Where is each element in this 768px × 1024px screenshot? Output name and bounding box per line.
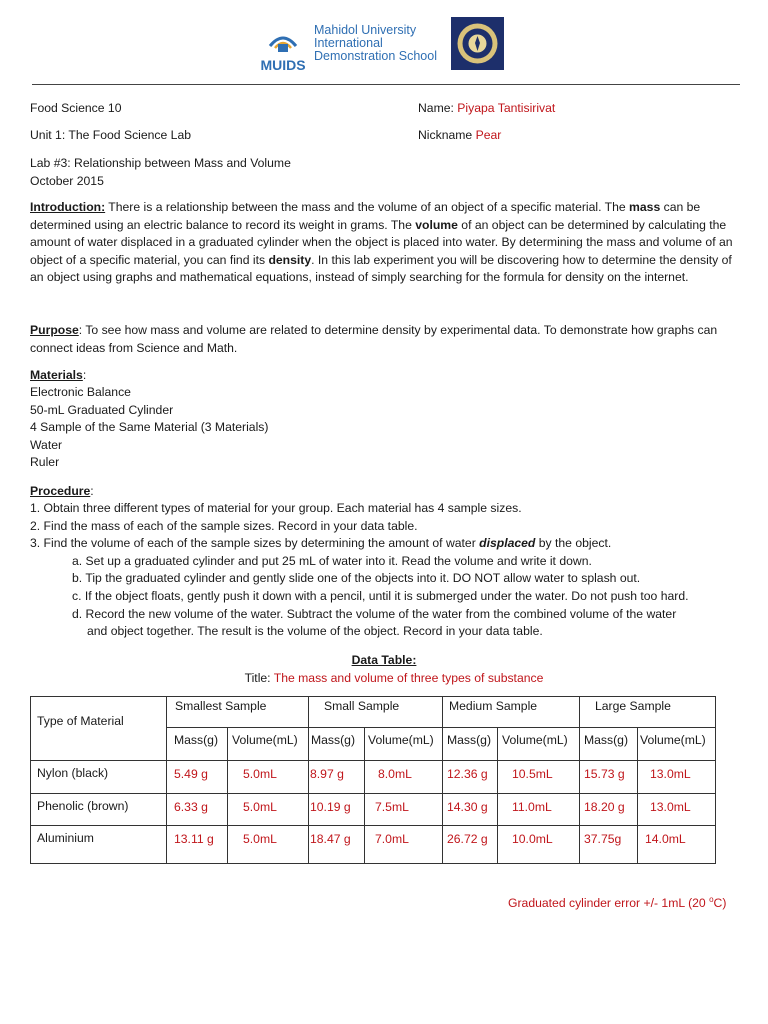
table-cell: 5.49 g	[174, 767, 208, 781]
table-cell: 10.19 g	[310, 800, 351, 814]
materials-heading: Materials	[30, 368, 83, 382]
column-header-type: Type of Material	[37, 714, 124, 728]
table-cell: 14.30 g	[447, 800, 488, 814]
procedure-step: 1. Obtain three different types of material for your group. Each material has 4 sample sizes.	[30, 501, 522, 515]
university-seal-icon	[451, 17, 504, 70]
data-table-title-value: The mass and volume of three types of substance	[273, 671, 544, 685]
column-group-smallest: Smallest Sample	[175, 699, 267, 713]
table-cell: 15.73 g	[584, 767, 625, 781]
table-cell: 10.5mL	[512, 767, 553, 781]
list-item: Water	[30, 437, 63, 452]
course-name: Food Science 10	[30, 101, 122, 115]
table-cell: 18.47 g	[310, 832, 351, 846]
muids-logo-icon	[258, 24, 308, 74]
table-cell: 26.72 g	[447, 832, 488, 846]
column-header-volume: Volume(mL)	[368, 733, 434, 747]
student-name: Name: Piyapa Tantisirivat	[418, 101, 556, 115]
purpose-heading: Purpose	[30, 323, 79, 337]
data-table-heading: Data Table:	[351, 653, 417, 667]
row-material: Nylon (black)	[37, 766, 109, 780]
row-material: Aluminium	[37, 831, 94, 845]
column-header-mass: Mass(g)	[447, 733, 492, 747]
table-cell: 5.0mL	[243, 800, 277, 814]
table-cell: 13.11 g	[174, 832, 214, 846]
table-cell: 6.33 g	[174, 800, 208, 814]
procedure-substep: c. If the object floats, gently push it down with a pencil, until it is submerged under the water. Do not push too hard.	[72, 588, 689, 603]
purpose-paragraph: Purpose: To see how mass and volume are related to determine density by experimental data. To demonstrate how graphs can connect ideas from Science and Math.	[30, 323, 718, 355]
column-header-mass: Mass(g)	[311, 733, 356, 747]
table-cell: 18.20 g	[584, 800, 625, 814]
lab-title: Lab #3: Relationship between Mass and Volume	[30, 156, 291, 170]
table-cell: 13.0mL	[650, 767, 691, 781]
table-cell: 12.36 g	[447, 767, 488, 781]
unit-title: Unit 1: The Food Science Lab	[30, 128, 192, 142]
column-header-volume: Volume(mL)	[232, 733, 298, 747]
column-group-small: Small Sample	[324, 699, 400, 713]
table-cell: 10.0mL	[512, 832, 553, 846]
table-cell: 7.0mL	[375, 832, 409, 846]
procedure-step: 3. Find the volume of each of the sample sizes by determining the amount of water displaced by the object.	[30, 536, 612, 551]
student-nickname: Nickname Pear	[418, 128, 502, 142]
materials-list	[30, 384, 268, 472]
header-divider	[32, 84, 740, 85]
table-cell: 13.0mL	[650, 800, 691, 814]
procedure-substep: a. Set up a graduated cylinder and put 25 mL of water into it. Read the volume and write it down.	[72, 553, 592, 568]
list-item: 50-mL Graduated Cylinder	[30, 402, 174, 417]
procedure-section: Procedure: 1. Obtain three different types of material for your group. Each material has 4 sample sizes. 2. Find the mass of each of the sample sizes. Record in your data table. 3. Find the volume of each of the sample sizes by determining the amount of water displaced by the object. a. Set up a graduated cylinder and put 25 mL of water into it. Read the volume and write it down. b. Tip the graduated cylinder and gently slide one of the objects into it. DO NOT allow water to splash out. c. If the object floats, gently push it down with a pencil, until it is submerged under the water. Do not push too hard. d. Record the new volume of the water. Subtract the volume of the water from the combined volume of the water and object together. The result is the volume of the object. Record in your data table.	[30, 483, 689, 641]
data-table	[30, 696, 716, 864]
column-header-volume: Volume(mL)	[640, 733, 706, 747]
row-material: Phenolic (brown)	[37, 799, 129, 813]
data-table-title: Title: The mass and volume of three types of substance	[244, 671, 544, 685]
column-group-large: Large Sample	[595, 699, 671, 713]
table-cell: 37.75g	[584, 832, 622, 846]
table-cell: 14.0mL	[645, 832, 686, 846]
student-nickname-value: Pear	[475, 128, 502, 142]
procedure-heading: Procedure	[30, 484, 91, 498]
logo-text: MUIDS	[260, 57, 306, 73]
procedure-step: 2. Find the mass of each of the sample sizes. Record in your data table.	[30, 518, 418, 533]
materials-section: Materials: Electronic Balance 50-mL Graduated Cylinder 4 Sample of the Same Material (3 Materials) Water Ruler	[30, 367, 268, 472]
list-item: Electronic Balance	[30, 385, 131, 399]
table-cell: 11.0mL	[512, 800, 552, 814]
list-item: Ruler	[30, 455, 60, 470]
procedure-substep: and object together. The result is the volume of the object. Record in your data table.	[87, 624, 543, 639]
introduction-heading: Introduction:	[30, 200, 106, 214]
procedure-substep: b. Tip the graduated cylinder and gently slide one of the objects into it. DO NOT allow water to splash out.	[72, 571, 641, 586]
table-cell: 5.0mL	[243, 767, 277, 781]
introduction-paragraph: Introduction: There is a relationship between the mass and the volume of an object of a specific material. The mass can be determined using an electric balance to record its weight in grams. The volume of an object can be determined by calculating the amount of water displaced in a graduated cylinder when the object is placed into water. By determining the mass and volume of an object of a specific material, you can find its density. In this lab experiment you will be discovering how to determine the density of an object using graphs and mathematical equations, instead of simply searching for the formula for density on the internet.	[30, 200, 733, 285]
cylinder-error-note: Graduated cylinder error +/- 1mL (20 $^o$C)	[508, 895, 727, 911]
table-cell: 5.0mL	[243, 832, 277, 846]
table-cell: 8.0mL	[378, 767, 412, 781]
column-header-volume: Volume(mL)	[502, 733, 568, 747]
column-header-mass: Mass(g)	[584, 733, 629, 747]
procedure-steps	[30, 500, 689, 641]
lab-date: October 2015	[30, 174, 104, 188]
table-cell: 7.5mL	[375, 800, 409, 814]
school-name: Mahidol University International Demonstration School	[314, 23, 437, 63]
table-cell: 8.97 g	[310, 767, 344, 781]
procedure-substep: d. Record the new volume of the water. Subtract the volume of the water from the combined volume of the water	[72, 606, 677, 621]
column-header-mass: Mass(g)	[174, 733, 219, 747]
column-group-medium: Medium Sample	[449, 699, 538, 713]
list-item: 4 Sample of the Same Material (3 Materials)	[30, 420, 269, 435]
student-name-value: Piyapa Tantisirivat	[457, 101, 556, 115]
